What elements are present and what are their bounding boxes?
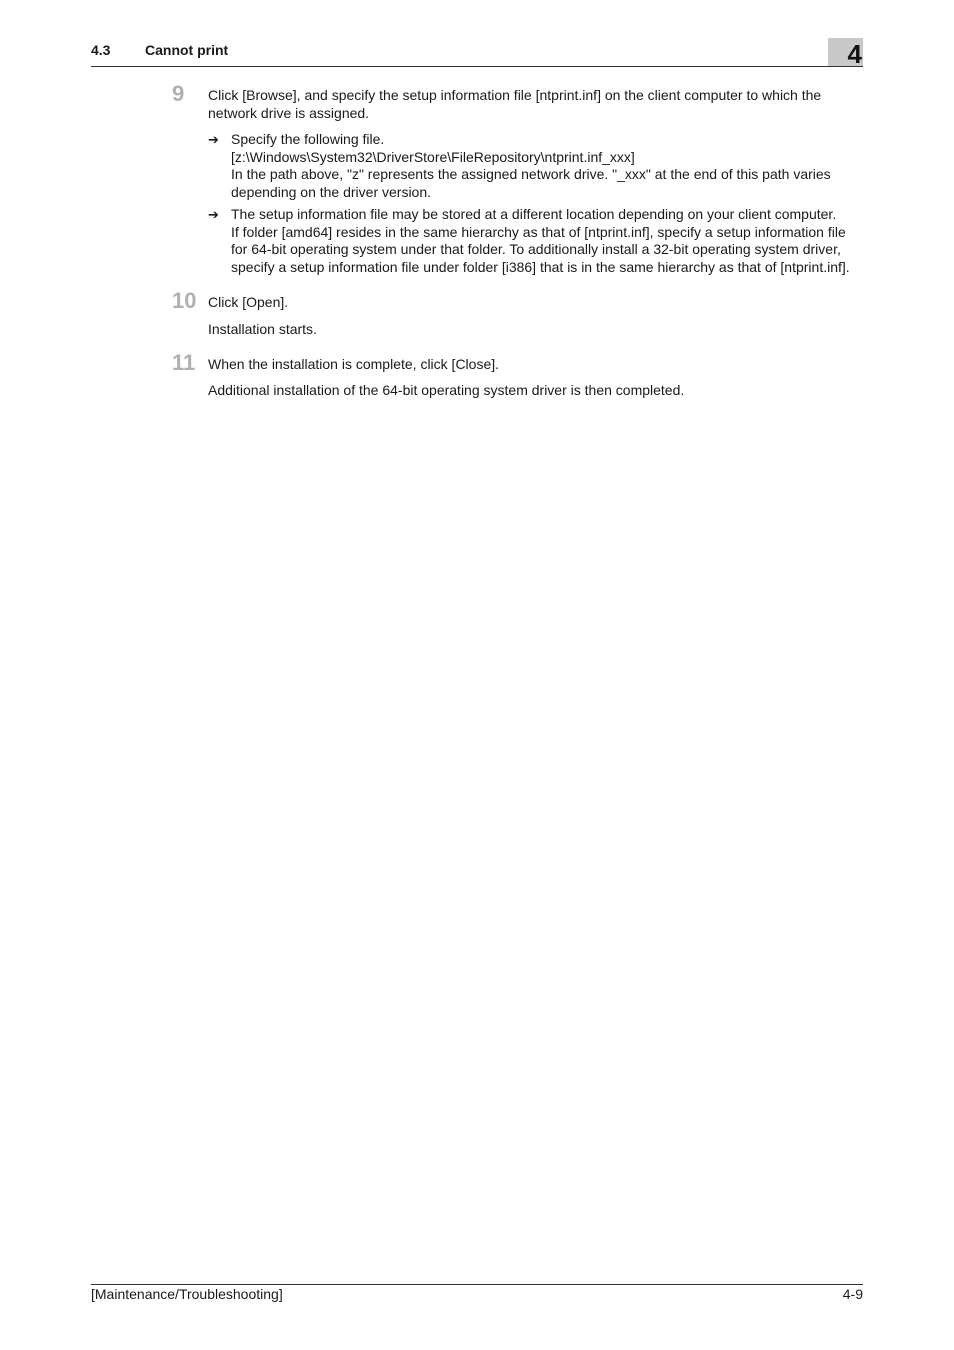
step-11-result: Additional installation of the 64-bit operating system driver is then completed. [208,382,685,398]
bullet-2-line-3: for 64-bit operating system under that folder. To additionally install a 32-bit operating system driver, [231,241,841,257]
bullet-1-line-4: depending on the driver version. [231,184,432,200]
bullet-1-line-2: [z:\Windows\System32\DriverStore\FileRepository\ntprint.inf_xxx] [231,149,635,165]
chapter-number-badge: 4 [828,38,863,66]
step-11-text: When the installation is complete, click [Close]. [208,356,500,372]
section-number: 4.3 [91,42,111,58]
step-number-9: 9 [172,81,185,106]
bullet-1-line-3: In the path above, "z" represents the assigned network drive. "_xxx" at the end of this path varies [231,166,831,182]
step-number-10: 10 [172,288,197,313]
step-9-line-2: network drive is assigned. [208,105,370,121]
arrow-bullet-icon: ➔ [208,207,219,222]
step-10-text: Click [Open]. [208,294,289,310]
arrow-bullet-icon: ➔ [208,132,219,147]
footer-divider [91,1284,863,1285]
page-header [91,40,863,67]
section-title: Cannot print [145,42,229,58]
bullet-2-line-2: If folder [amd64] resides in the same hierarchy as that of [ntprint.inf], specify a setup information file [231,224,846,240]
footer-page-number: 4-9 [842,1286,863,1302]
footer-manual-title: [Maintenance/Troubleshooting] [91,1286,283,1302]
step-9-line-1: Click [Browse], and specify the setup information file [ntprint.inf] on the client computer to which the [208,87,822,103]
step-10-result: Installation starts. [208,321,317,337]
bullet-1-line-1: Specify the following file. [231,131,385,147]
step-number-11: 11 [172,350,196,375]
bullet-2-line-1: The setup information file may be stored at a different location depending on your client computer. [231,206,837,222]
bullet-2-line-4: specify a setup information file under folder [i386] that is in the same hierarchy as that of [ntprint.inf]. [231,259,850,275]
